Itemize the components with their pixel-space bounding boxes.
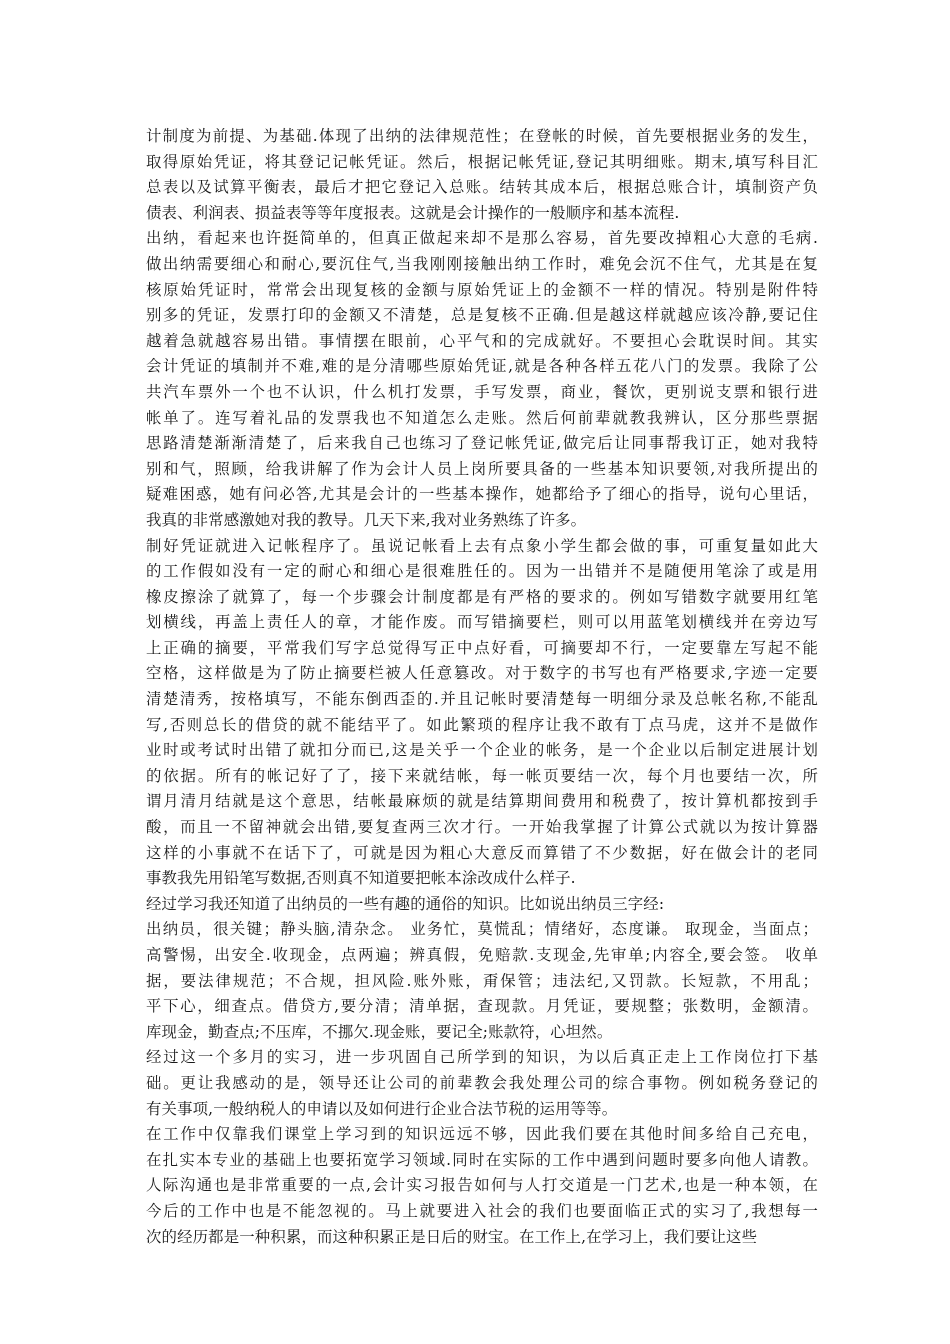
- text-line: 础。更让我感动的是，领导还让公司的前辈教会我处理公司的综合事物。例如税务登记的: [146, 1073, 818, 1092]
- text-line: 的依据。所有的帐记好了了，接下来就结帐，每一帐页要结一次，每个月也要结一次，所: [146, 766, 818, 785]
- text-line: 共汽车票外一个也不认识，什么机打发票，手写发票，商业，餐饮，更别说支票和银行进: [146, 382, 818, 401]
- text-line: 库现金，勤查点;不压库，不挪欠.现金账，要记全;账款符，心坦然。: [146, 1022, 613, 1041]
- text-line: 别和气，照顾，给我讲解了作为会计人员上岗所要具备的一些基本知识要领,对我所提出的: [146, 459, 818, 478]
- text-line: 人际沟通也是非常重要的一点,会计实习报告如何与人打交道是一门艺术,也是一种本领，在: [146, 1176, 818, 1195]
- text-line: 上正确的摘要，平常我们写字总觉得写正中点好看，可摘要却不行，一定要靠左写起不能: [146, 638, 818, 657]
- text-line: 有关事项,一般纳税人的申请以及如何进行企业合法节税的运用等等。: [146, 1099, 618, 1118]
- paragraph: [146, 1045, 818, 1122]
- text-line: 次的经历都是一种积累，而这种积累正是日后的财宝。在工作上,在学习上，我们要让这些: [146, 1227, 758, 1246]
- text-line: 今后的工作中也是不能忽视的。马上就要进入社会的我们也要面临正式的实习了,我想每一: [146, 1201, 818, 1220]
- text-line: 这样的小事就不在话下了，可就是因为粗心大意反而算错了不少数据，好在做会计的老同: [146, 843, 818, 862]
- text-line: 计制度为前提、为基础.体现了出纳的法律规范性；在登帐的时候，首先要根据业务的发生，: [146, 127, 818, 145]
- paragraph: [146, 124, 818, 226]
- text-line: 平下心，细查点。借贷方,要分清；清单据，查现款。月凭证，要规整；张数明，金额清。: [146, 997, 818, 1016]
- text-line: 出纳员，很关键；静头脑,清杂念。 业务忙，莫慌乱；情绪好，态度谦。 取现金，当面点；: [146, 920, 818, 939]
- paragraph: [146, 226, 818, 533]
- text-line: 高警惕，出安全.收现金，点两遍；辨真假，免赔款.支现金,先审单;内容全,要会签。 收单: [146, 946, 818, 964]
- text-line: 业时或考试时出错了就扣分而已,这是关乎一个企业的帐务，是一个企业以后制定进展计划: [146, 741, 818, 760]
- text-line: 做出纳需要细心和耐心,要沉住气,当我刚刚接触出纳工作时，难免会沉不住气，尤其是在复: [146, 254, 818, 273]
- text-line: 我真的非常感激她对我的教导。几天下来,我对业务熟练了许多。: [146, 510, 587, 529]
- text-line: 核原始凭证时，常常会出现复核的金额与原始凭证上的金额不一样的情况。特别是附件特: [146, 280, 818, 299]
- paragraph: [146, 917, 818, 1045]
- text-line: 酸，而且一不留神就会出错,要复查两三次才行。一开始我掌握了计算公式就以为按计算器: [146, 818, 818, 837]
- text-line: 在扎实本专业的基础上也要拓宽学习领域.同时在实际的工作中遇到问题时要多向他人请教。: [146, 1150, 818, 1169]
- text-line: 的工作假如没有一定的耐心和细心是很难胜任的。因为一出错并不是随便用笔涂了或是用: [146, 562, 818, 581]
- paragraph: [146, 534, 818, 892]
- text-line: 制好凭证就进入记帐程序了。虽说记帐看上去有点象小学生都会做的事，可重复量如此大: [146, 536, 818, 555]
- text-line: 写,否则总长的借贷的就不能结平了。如此繁琐的程序让我不敢有丁点马虎，这并不是做作: [146, 715, 818, 734]
- text-line: 事教我先用铅笔写数据,否则真不知道要把帐本涂改成什么样子.: [146, 869, 576, 888]
- text-line: 债表、利润表、损益表等等年度报表。这就是会计操作的一般顺序和基本流程.: [146, 203, 680, 222]
- document-body: [146, 124, 818, 1250]
- text-line: 划横线，再盖上责任人的章，才能作废。而写错摘要栏，则可以用蓝笔划横线并在旁边写: [146, 613, 818, 632]
- text-line: 空格，这样做是为了防止摘要栏被人任意篡改。对于数字的书写也有严格要求,字迹一定要: [146, 664, 818, 683]
- text-line: 橡皮擦涂了就算了，每一个步骤会计制度都是有严格的要求的。例如写错数字就要用红笔: [146, 587, 818, 606]
- text-line: 别多的凭证，发票打印的金额又不清楚，总是复核不正确.但是越这样就越应该冷静,要记住: [146, 306, 818, 325]
- text-line: 清楚清秀，按格填写，不能东倒西歪的.并且记帐时要清楚每一明细分录及总帐名称,不能乱: [146, 690, 818, 709]
- paragraph: [146, 892, 818, 918]
- text-line: 总表以及试算平衡表，最后才把它登记入总账。结转其成本后，根据总账合计，填制资产负: [146, 178, 818, 197]
- text-line: 据，要法律规范；不合规，担风险.账外账，甭保管；违法纪,又罚款。长短款，不用乱；: [146, 971, 818, 990]
- text-line: 出纳，看起来也许挺简单的，但真正做起来却不是那么容易，首先要改掉粗心大意的毛病.: [146, 229, 818, 248]
- text-line: 会计凭证的填制并不难,难的是分清哪些原始凭证,就是各种各样五花八门的发票。我除了公: [146, 357, 818, 376]
- paragraph: [146, 1122, 818, 1250]
- text-line: 经过学习我还知道了出纳员的一些有趣的通俗的知识。比如说出纳员三字经:: [146, 894, 665, 913]
- text-line: 谓月清月结就是这个意思，结帐最麻烦的就是结算期间费用和税费了，按计算机都按到手: [146, 792, 818, 811]
- text-line: 越着急就越容易出错。事情摆在眼前，心平气和的完成就好。不要担心会耽误时间。其实: [146, 331, 818, 350]
- text-line: 取得原始凭证，将其登记记帐凭证。然后，根据记帐凭证,登记其明细账。期末,填写科目汇: [146, 152, 818, 171]
- text-line: 疑难困惑，她有问必答,尤其是会计的一些基本操作，她都给予了细心的指导，说句心里话，: [146, 485, 818, 504]
- text-line: 思路清楚渐渐清楚了，后来我自己也练习了登记帐凭证,做完后让同事帮我订正，她对我特: [146, 434, 818, 453]
- text-line: 在工作中仅靠我们课堂上学习到的知识远远不够，因此我们要在其他时间多给自己充电，: [146, 1125, 818, 1144]
- text-line: 帐单了。连写着礼品的发票我也不知道怎么走账。然后何前辈就教我辨认，区分那些票据: [146, 408, 818, 427]
- text-line: 经过这一个多月的实习，进一步巩固自己所学到的知识，为以后真正走上工作岗位打下基: [146, 1048, 818, 1067]
